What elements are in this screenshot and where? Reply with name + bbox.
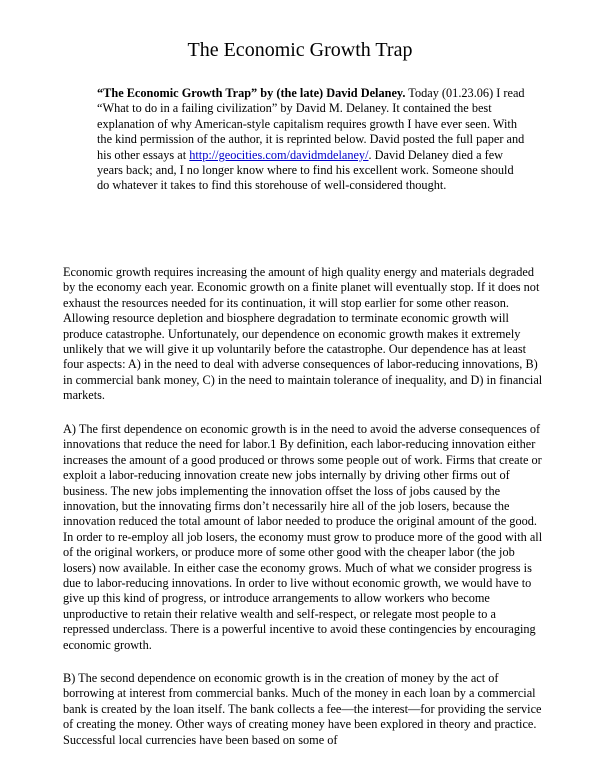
body-paragraph-intro: Economic growth requires increasing the amount of high quality energy and materials degraded by the economy each year. Economic growth on a finite planet will eventually stop. If it does not exhaust the resources needed for its continuation, it will stop earlier for some other reason. Allowing resource depletion and biosphere degradation to terminate economic growth will produce catastrophe. Unfortunately, our dependence on economic growth makes it extremely unlikely that we will give it up voluntarily before the catastrophe. Our dependence has at least four aspects: A) in the need to deal with adverse consequences of labor-reducing innovations, B) in commercial bank money, C) in the need to maintain tolerance of inequality, and D) in financial markets. (63, 265, 543, 403)
intro-bold-lead: “The Economic Growth Trap” by (the late) David Delaney. (97, 86, 406, 100)
body-paragraph-a: A) The first dependence on economic growth is in the need to avoid the adverse consequences of innovations that reduce the need for labor.1 By definition, each labor-reducing innovation either increases the amount of a good produced or throws some people out of work. Firms that create or exploit a labor-reducing innovation create new jobs internally by driving other firms out of business. The new jobs implementing the innovation offset the loss of jobs caused by the innovation, but the innovating firms don’t necessarily hire all of the job losers, because the innovation reduced the total amount of labor needed to produce the original amount of the good. In order to re-employ all job losers, the economy must grow to produce more of the good with all of the original workers, or produce more of some other good with the cheaper labor (the job losers) now available. In either case the economy grows. Much of what we consider progress is due to labor-reducing innovations. In order to live without economic growth, we would have to give up this kind of progress, or introduce arrangements to allow workers who become unproductive to retain their relative wealth and self-respect, or relegate most people to a repressed underclass. There is a powerful incentive to avoid these contingencies by encouraging economic growth. (63, 422, 543, 652)
intro-text-2: . David Delaney died a few years back; and, I no longer know where to find his excellent work. Someone should do whatever it takes to find this storehouse of well-considered thought. (97, 147, 514, 193)
body-paragraph-b: B) The second dependence on economic growth is in the creation of money by the act of borrowing at interest from commercial banks. Much of the money in each loan by a commercial bank is created by the loan itself. The bank collects a fee—the interest—for providing the service of creating the money. Other ways of creating money have been explored in theory and practice. Successful local currencies have been based on some of (63, 671, 542, 747)
intro-text-1: Today (01.23.06) I read “What to do in a failing civilization” by David M. Delaney. It contained the best explanation of why American-style capitalism requires growth I have ever seen. With the kind permission of the author, it is reprinted below. David posted the full paper and his other essays at (97, 86, 525, 162)
geocities-link[interactable]: http://geocities.com/davidmdelaney/ (189, 147, 369, 162)
intro-paragraph (97, 86, 527, 194)
page-title: The Economic Growth Trap (187, 39, 413, 61)
